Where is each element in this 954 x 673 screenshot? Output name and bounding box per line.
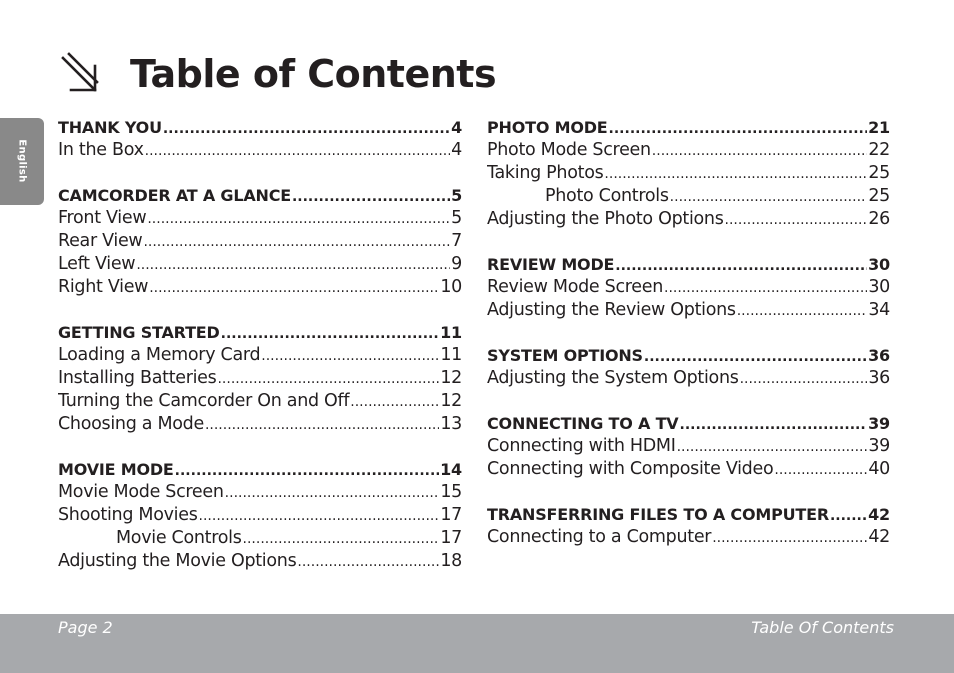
toc-dot-leader	[830, 505, 867, 526]
toc-page-number: 4	[451, 118, 462, 137]
toc-entry-label: Shooting Movies	[58, 505, 198, 525]
toc-page-number: 42	[868, 527, 890, 547]
toc-page-number: 14	[440, 460, 462, 479]
toc-dot-leader	[725, 209, 868, 231]
toc-page-number: 34	[868, 300, 890, 320]
toc-entry[interactable]	[58, 344, 462, 367]
toc-dot-leader	[350, 391, 439, 413]
toc-page-number: 9	[451, 254, 462, 274]
toc-section	[58, 116, 462, 162]
toc-entry-label: Turning the Camcorder On and Off	[58, 391, 350, 411]
toc-entry-label: Left View	[58, 254, 136, 274]
toc-page-number: 21	[868, 118, 890, 137]
toc-entry-label: CAMCORDER AT A GLANCE	[58, 186, 291, 205]
toc-page-number: 36	[868, 346, 890, 365]
toc-entry[interactable]	[487, 276, 890, 299]
toc-dot-leader	[292, 186, 450, 207]
toc-entry[interactable]	[58, 367, 462, 390]
toc-entry[interactable]	[58, 253, 462, 276]
toc-column-left	[58, 116, 462, 595]
toc-entry[interactable]	[487, 299, 890, 322]
toc-dot-leader	[147, 208, 450, 230]
toc-entry[interactable]	[58, 390, 462, 413]
toc-dot-leader	[205, 414, 439, 436]
toc-dot-leader	[143, 231, 450, 253]
toc-section-heading[interactable]	[487, 344, 890, 367]
toc-dot-leader	[149, 277, 439, 299]
toc-section	[487, 253, 890, 322]
toc-section-heading[interactable]	[58, 116, 462, 139]
toc-section	[58, 184, 462, 299]
toc-entry[interactable]	[58, 139, 462, 162]
toc-page-number: 4	[451, 140, 462, 160]
toc-page-number: 17	[440, 505, 462, 525]
toc-entry[interactable]	[487, 208, 890, 231]
toc-entry[interactable]	[487, 435, 890, 458]
toc-dot-leader	[774, 459, 867, 481]
toc-entry-label: Review Mode Screen	[487, 277, 664, 297]
page-title: Table of Contents	[130, 52, 497, 96]
toc-entry-label: Front View	[58, 208, 147, 228]
toc-dot-leader	[609, 118, 868, 139]
toc-entry-label: Right View	[58, 277, 149, 297]
toc-page-number: 36	[868, 368, 890, 388]
toc-dot-leader	[243, 528, 440, 550]
toc-page-number: 11	[440, 323, 462, 342]
toc-dot-leader	[199, 505, 440, 527]
toc-dot-leader	[145, 140, 451, 162]
toc-entry[interactable]	[58, 207, 462, 230]
toc-dot-leader	[225, 482, 440, 504]
toc-entry-label: Loading a Memory Card	[58, 345, 261, 365]
toc-entry[interactable]	[58, 504, 462, 527]
toc-page-number: 30	[868, 277, 890, 297]
toc-entry-label: Adjusting the Movie Options	[58, 551, 297, 571]
toc-page-number: 10	[440, 277, 462, 297]
toc-section-heading[interactable]	[487, 253, 890, 276]
toc-section-heading[interactable]	[487, 503, 890, 526]
toc-dot-leader	[712, 527, 867, 549]
toc-page-number: 22	[868, 140, 890, 160]
toc-entry[interactable]	[58, 481, 462, 504]
toc-dot-leader	[740, 368, 868, 390]
toc-entry-label: Movie Mode Screen	[58, 482, 224, 502]
toc-page-number: 25	[868, 163, 890, 183]
toc-page-number: 12	[440, 391, 462, 411]
toc-page-number: 40	[868, 459, 890, 479]
toc-section	[487, 503, 890, 549]
toc-entry-label: Movie Controls	[116, 528, 242, 548]
toc-page-number: 7	[451, 231, 462, 251]
toc-entry-label: Connecting to a Computer	[487, 527, 712, 547]
toc-page-number: 17	[440, 528, 462, 548]
toc-entry-label: Connecting with HDMI	[487, 436, 676, 456]
toc-entry[interactable]	[487, 367, 890, 390]
toc-section	[487, 344, 890, 390]
toc-page-number: 42	[868, 505, 890, 524]
toc-entry[interactable]	[487, 458, 890, 481]
footer-bar	[0, 614, 954, 673]
toc-section-heading[interactable]	[58, 184, 462, 207]
toc-entry-label: Rear View	[58, 231, 143, 251]
toc-page-number: 39	[868, 414, 890, 433]
toc-dot-leader	[737, 300, 868, 322]
toc-dot-leader	[217, 368, 439, 390]
toc-entry-label: GETTING STARTED	[58, 323, 220, 342]
toc-page-number: 12	[440, 368, 462, 388]
toc-entry[interactable]	[58, 276, 462, 299]
toc-section	[487, 116, 890, 231]
toc-dot-leader	[163, 118, 450, 139]
toc-page-number: 5	[451, 208, 462, 228]
toc-dot-leader	[221, 323, 440, 344]
arrow-down-right-icon	[60, 52, 100, 96]
toc-section-heading[interactable]	[487, 116, 890, 139]
toc-entry[interactable]	[58, 230, 462, 253]
toc-entry[interactable]	[487, 139, 890, 162]
toc-entry[interactable]	[487, 526, 890, 549]
toc-entry-label: MOVIE MODE	[58, 460, 174, 479]
toc-page-number: 26	[868, 209, 890, 229]
toc-entry-label: Adjusting the Photo Options	[487, 209, 724, 229]
toc-section	[487, 412, 890, 481]
toc-entry-label: Adjusting the System Options	[487, 368, 739, 388]
toc-dot-leader	[615, 255, 867, 276]
toc-section	[58, 458, 462, 573]
toc-dot-leader	[652, 140, 868, 162]
toc-entry-label: Adjusting the Review Options	[487, 300, 736, 320]
toc-entry-label: Taking Photos	[487, 163, 604, 183]
toc-entry-label: Connecting with Composite Video	[487, 459, 774, 479]
toc-entry[interactable]	[58, 527, 462, 550]
toc-entry-label: CONNECTING TO A TV	[487, 414, 679, 433]
toc-entry[interactable]	[487, 185, 890, 208]
toc-section-heading[interactable]	[487, 412, 890, 435]
toc-entry-label: In the Box	[58, 140, 144, 160]
toc-page-number: 39	[868, 436, 890, 456]
toc-entry[interactable]	[58, 413, 462, 436]
toc-dot-leader	[677, 436, 868, 458]
toc-dot-leader	[604, 163, 867, 185]
toc-entry[interactable]	[487, 162, 890, 185]
toc-dot-leader	[261, 345, 439, 367]
toc-page-number: 13	[440, 414, 462, 434]
toc-dot-leader	[644, 346, 867, 367]
toc-section-heading[interactable]	[58, 458, 462, 481]
language-tab-label: English	[16, 139, 28, 183]
toc-entry-label: Photo Mode Screen	[487, 140, 651, 160]
toc-section-heading[interactable]	[58, 321, 462, 344]
toc-page-number: 5	[451, 186, 462, 205]
footer-section-title: Table Of Contents	[751, 618, 894, 637]
toc-page-number: 25	[868, 186, 890, 206]
footer-page-number: Page 2	[58, 618, 113, 637]
toc-entry-label: TRANSFERRING FILES TO A COMPUTER	[487, 505, 829, 524]
toc-dot-leader	[175, 460, 439, 481]
toc-dot-leader	[664, 277, 867, 299]
toc-entry-label: REVIEW MODE	[487, 255, 615, 274]
toc-page-number: 11	[440, 345, 462, 365]
toc-page-number: 30	[868, 255, 890, 274]
language-tab	[0, 118, 44, 205]
toc-page-number: 18	[440, 551, 462, 571]
toc-dot-leader	[680, 414, 868, 435]
toc-dot-leader	[136, 254, 450, 276]
toc-entry-label: THANK YOU	[58, 118, 162, 137]
toc-entry-label: SYSTEM OPTIONS	[487, 346, 643, 365]
toc-entry[interactable]	[58, 550, 462, 573]
toc-entry-label: Photo Controls	[545, 186, 669, 206]
toc-section	[58, 321, 462, 436]
toc-column-right	[487, 116, 890, 571]
toc-entry-label: Installing Batteries	[58, 368, 217, 388]
toc-dot-leader	[670, 186, 868, 208]
toc-entry-label: Choosing a Mode	[58, 414, 204, 434]
toc-entry-label: PHOTO MODE	[487, 118, 608, 137]
toc-dot-leader	[297, 551, 439, 573]
toc-page-number: 15	[440, 482, 462, 502]
